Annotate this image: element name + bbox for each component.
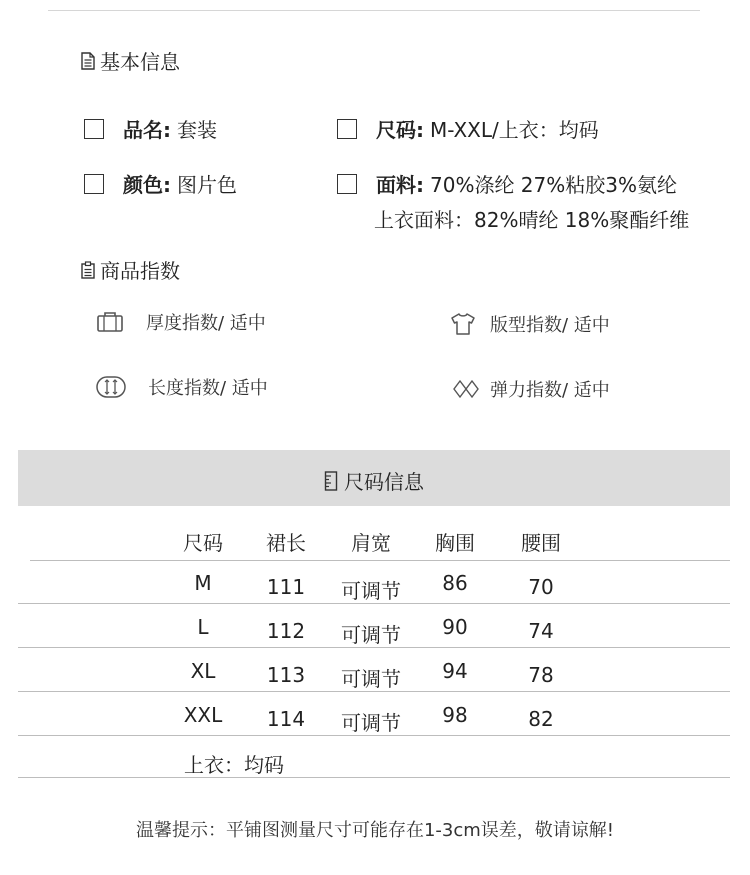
index-thickness xyxy=(96,309,266,335)
column-header: 裙长 xyxy=(266,531,306,555)
index-text: 长度指数/ 适中 xyxy=(148,378,268,399)
table-cell: 可调节 xyxy=(341,667,401,691)
table-cell: 可调节 xyxy=(341,623,401,647)
table-divider xyxy=(18,603,730,604)
top-fabric-line: 上衣面料：82%晴纶 18%聚酯纤维 xyxy=(374,208,690,232)
table-cell: 114 xyxy=(266,707,306,731)
diamond-icon xyxy=(452,379,480,399)
info-item-color xyxy=(84,169,237,198)
checkbox[interactable] xyxy=(337,119,357,139)
table-cell: 82 xyxy=(528,707,554,731)
index-elasticity xyxy=(452,376,610,402)
table-cell: 90 xyxy=(442,615,468,639)
index-length xyxy=(95,374,268,400)
info-value: M-XXL/上衣：均码 xyxy=(430,118,599,142)
table-cell: 113 xyxy=(266,663,306,687)
size-info-header xyxy=(18,466,730,495)
table-row xyxy=(0,615,750,651)
info-value: 套装 xyxy=(177,118,217,142)
table-cell: XL xyxy=(190,659,216,683)
table-divider xyxy=(18,647,730,648)
table-cell: 78 xyxy=(528,663,554,687)
table-cell: 可调节 xyxy=(341,711,401,735)
table-divider xyxy=(30,560,730,561)
table-divider xyxy=(18,777,730,778)
table-cell: XXL xyxy=(183,703,223,727)
info-label: 面料: xyxy=(376,173,424,197)
checkbox[interactable] xyxy=(84,119,104,139)
column-header: 胸围 xyxy=(435,531,475,555)
table-divider xyxy=(18,735,730,736)
index-fit xyxy=(450,311,610,337)
table-row xyxy=(0,571,750,607)
top-size-note: 上衣：均码 xyxy=(184,753,284,777)
checkbox[interactable] xyxy=(84,174,104,194)
info-label: 颜色: xyxy=(123,173,171,197)
info-label: 品名: xyxy=(123,118,171,142)
waist-icon xyxy=(95,375,127,399)
table-row xyxy=(0,659,750,695)
column-header: 肩宽 xyxy=(351,531,391,555)
tshirt-icon xyxy=(450,312,476,336)
info-value: 图片色 xyxy=(177,173,237,197)
table-cell: 74 xyxy=(528,619,554,643)
basic-info-header xyxy=(80,46,180,75)
table-cell: L xyxy=(197,615,209,639)
info-value: 70%涤纶 27%粘胶3%氨纶 xyxy=(430,173,677,197)
table-row xyxy=(0,703,750,739)
table-cell: 70 xyxy=(528,575,554,599)
bag-icon xyxy=(96,311,124,333)
index-text: 版型指数/ 适中 xyxy=(490,315,610,336)
info-item-name xyxy=(84,114,217,143)
info-label: 尺码: xyxy=(376,118,424,142)
clipboard-icon xyxy=(80,261,96,279)
top-divider xyxy=(48,10,700,11)
table-cell: 98 xyxy=(442,703,468,727)
basic-info-title: 基本信息 xyxy=(100,50,180,74)
document-icon xyxy=(80,52,96,70)
index-text: 厚度指数/ 适中 xyxy=(146,313,266,334)
measurement-tip: 温馨提示：平铺图测量尺寸可能存在1-3cm误差，敬请谅解! xyxy=(135,820,615,841)
table-cell: 94 xyxy=(442,659,468,683)
table-cell: M xyxy=(194,571,212,595)
ruler-icon xyxy=(324,471,338,491)
column-header: 尺码 xyxy=(183,531,223,555)
table-cell: 112 xyxy=(266,619,306,643)
column-header: 腰围 xyxy=(521,531,561,555)
table-cell: 可调节 xyxy=(341,579,401,603)
table-divider xyxy=(18,691,730,692)
product-index-header xyxy=(80,255,180,284)
table-cell: 86 xyxy=(442,571,468,595)
info-item-fabric xyxy=(337,169,677,198)
size-info-title: 尺码信息 xyxy=(344,470,424,494)
checkbox[interactable] xyxy=(337,174,357,194)
table-header-row xyxy=(0,527,750,567)
size-info-banner xyxy=(18,450,730,506)
info-item-size xyxy=(337,114,599,143)
product-index-title: 商品指数 xyxy=(100,259,180,283)
table-cell: 111 xyxy=(266,575,306,599)
index-text: 弹力指数/ 适中 xyxy=(490,380,610,401)
